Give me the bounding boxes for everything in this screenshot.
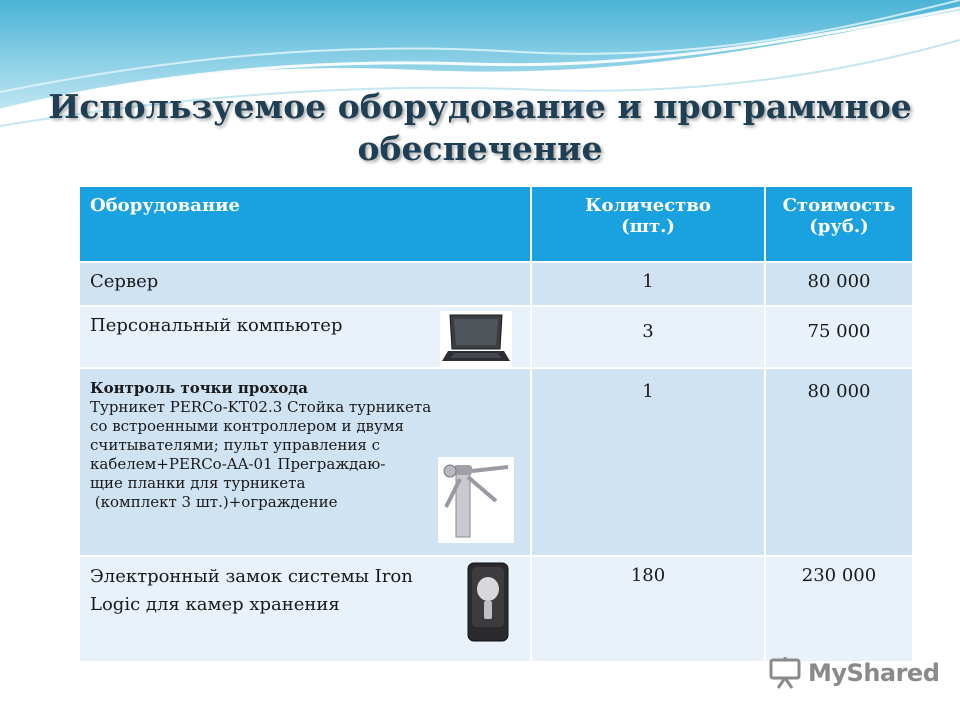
table-row: [80, 263, 912, 305]
row-name-line2: Logic для камер хранения: [90, 594, 340, 615]
slide-title-line2: обеспечение: [357, 129, 603, 168]
watermark-text: MyShared: [808, 659, 940, 687]
row-detail-line: кабелем+PERCo-AA-01 Преграждаю-: [90, 455, 386, 473]
row-name-line1: Электронный замок системы Iron: [90, 566, 413, 587]
watermark-logo: [768, 656, 939, 690]
header-quantity-line2: (шт.): [621, 216, 675, 237]
turnstile-icon: [438, 457, 514, 543]
table-header-row: [80, 187, 912, 261]
header-cost-line1: Стоимость: [782, 195, 896, 216]
row-detail-line: Турникет PERCo-KT02.3 Стойка турникета: [90, 398, 432, 416]
row-name-bold: Контроль точки прохода: [90, 379, 308, 397]
row-qty: 3: [532, 307, 764, 367]
row-cost: 80 000: [766, 263, 912, 305]
row-name-cell: [80, 307, 530, 367]
row-qty: 180: [532, 557, 764, 661]
electronic-lock-icon: [462, 561, 514, 643]
row-detail-line: считывателями; пульт управления с: [90, 436, 381, 454]
row-cost: 75 000: [766, 307, 912, 367]
row-detail-line: со встроенными контроллером и двумя: [90, 417, 404, 435]
slide-title-line1: Используемое оборудование и программное: [48, 87, 912, 126]
table-row: [80, 369, 912, 555]
header-quantity-line1: Количество: [585, 195, 711, 216]
table-row: [80, 557, 912, 661]
row-detail-line: (комплект 3 шт.)+ограждение: [90, 493, 338, 511]
row-name: Сервер: [80, 263, 530, 305]
row-qty: 1: [532, 263, 764, 305]
row-qty: 1: [532, 369, 764, 555]
row-name: Персональный компьютер: [90, 315, 343, 336]
row-cost: 80 000: [766, 369, 912, 555]
row-cost: 230 000: [766, 557, 912, 661]
equipment-table: [78, 185, 914, 663]
row-name-cell: [80, 369, 530, 555]
row-detail-line: щие планки для турникета: [90, 474, 306, 492]
header-quantity: [532, 187, 764, 261]
header-equipment: Оборудование: [80, 187, 530, 261]
header-cost-line2: (руб.): [809, 216, 869, 237]
table-row: [80, 307, 912, 367]
row-name-cell: [80, 557, 530, 661]
presentation-board-icon: [768, 656, 802, 690]
slide-title: [40, 86, 920, 170]
laptop-icon: [440, 311, 512, 371]
header-cost: [766, 187, 912, 261]
